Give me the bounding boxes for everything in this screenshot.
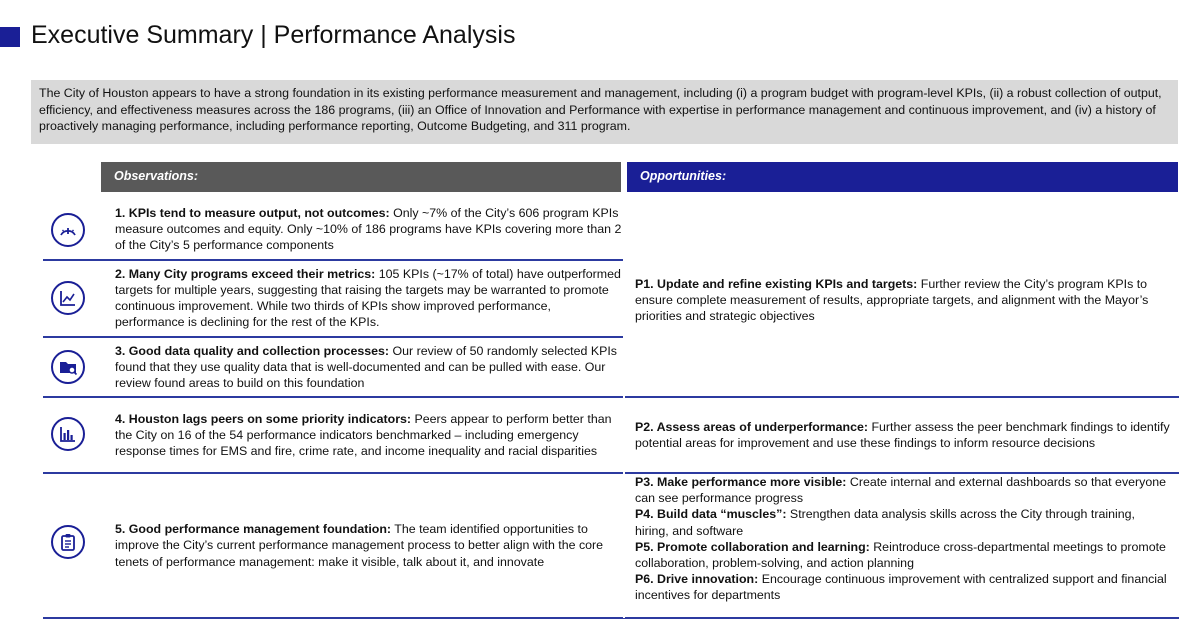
- column-divider: [623, 192, 625, 618]
- observation-text: The team identified opportunities to improve the City’s current performance management process to better align with the core tenets of performance management: make it visible, talk about it, and innovate: [115, 522, 604, 569]
- observation-title: 5. Good performance management foundation:: [115, 522, 392, 537]
- opportunity-item: [627, 474, 1179, 604]
- opportunity-text: Encourage continuous improvement with centralized support and financial incentives for departments: [635, 572, 1167, 603]
- observation-row: [101, 200, 623, 258]
- opportunity-text: Further review the City’s program KPIs to ensure complete measurement of results, appropriate targets, and alignment with the Mayor’s priorities and strategic objectives: [635, 276, 1149, 324]
- observation-row: [101, 474, 623, 617]
- gauge-icon: [51, 213, 85, 247]
- observation-text: Only ~7% of the City’s 606 program KPIs measure outcomes and equity. Only ~10% of 186 programs have KPIs covering more than 2 of the City’s 5 performance components: [115, 205, 622, 253]
- clipboard-icon: [51, 525, 85, 559]
- row-divider: [43, 259, 623, 261]
- row-divider: [43, 396, 1179, 398]
- opportunity-text: Reintroduce cross-departmental meetings to promote collaboration, problem-solving, and action planning: [635, 539, 1166, 571]
- page-title: Executive Summary | Performance Analysis: [31, 21, 516, 49]
- observation-title: 2. Many City programs exceed their metrics:: [115, 266, 376, 281]
- observation-row: [101, 398, 623, 472]
- row-divider: [43, 617, 1179, 619]
- opportunity-item: [627, 270, 1179, 330]
- observation-title: 4. Houston lags peers on some priority indicators:: [115, 411, 412, 426]
- observation-title: 3. Good data quality and collection processes:: [115, 343, 390, 358]
- trend-chart-icon: [51, 281, 85, 315]
- row-divider: [43, 336, 623, 338]
- opportunity-text: Create internal and external dashboards so that everyone can see performance progress: [635, 475, 1167, 506]
- opportunity-title: P1. Update and refine existing KPIs and targets:: [635, 276, 918, 291]
- opportunity-title: P4. Build data “muscles”:: [635, 507, 787, 522]
- title-accent-square: [0, 27, 20, 47]
- observations-header: Observations:: [101, 162, 621, 192]
- folder-search-icon: [51, 350, 85, 384]
- observation-row: [101, 339, 623, 395]
- opportunity-title: P5. Promote collaboration and learning:: [635, 539, 870, 554]
- observation-text: Our review of 50 randomly selected KPIs found that they use quality data that is well-documented and can be pulled with ease. Our review found areas to build on this foundation: [115, 343, 617, 391]
- bar-chart-icon: [51, 417, 85, 451]
- opportunity-title: P6. Drive innovation:: [635, 572, 759, 587]
- opportunity-text: Further assess the peer benchmark findings to identify potential areas for improvement and use these findings to inform resource decisions: [635, 419, 1170, 450]
- observation-text: Peers appear to perform better than the City on 16 of the 54 performance indicators benchmarked – including emergency response times for EMS and fire, crime rate, and income inequality and racial disparities: [115, 411, 612, 459]
- observation-row: [101, 261, 623, 335]
- intro-summary: The City of Houston appears to have a strong foundation in its existing performance measurement and management, including (i) a program budget with program-level KPIs, (ii) a robust collection of output, efficiency, and effectiveness measures across the 186 programs, (iii) an Office of Innovation and Performance with expertise in performance management and continuous improvement, and (iv) a history of proactively managing performance, including performance reporting, Outcome Budgeting, and 311 program.: [31, 80, 1178, 144]
- observation-text: 105 KPIs (~17% of total) have outperformed targets for multiple years, suggesting that raising the targets may be warranted to promote continuous improvement. While two thirds of KPIs show improved performance, performance is declining for the rest of the KPIs.: [115, 266, 621, 330]
- opportunity-text: Strengthen data analysis skills across the City through training, hiring, and software: [635, 507, 1135, 538]
- opportunity-title: P2. Assess areas of underperformance:: [635, 419, 868, 434]
- observation-title: 1. KPIs tend to measure output, not outcomes:: [115, 205, 390, 220]
- opportunity-title: P3. Make performance more visible:: [635, 475, 847, 489]
- opportunities-header: Opportunities:: [627, 162, 1178, 192]
- opportunity-item: [627, 401, 1179, 469]
